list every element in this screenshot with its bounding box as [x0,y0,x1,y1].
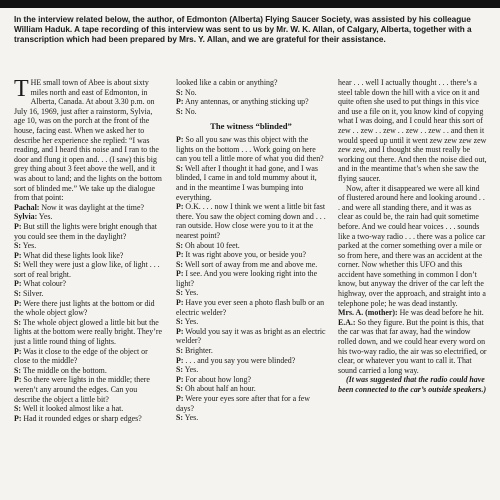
dialogue-text: Yes. [37,212,53,222]
dialogue-line [176,394,326,413]
speaker-label: S: [176,346,184,356]
speaker-label: P: [176,394,184,403]
dialogue-line [176,365,326,375]
dialogue-line [338,308,488,318]
dialogue-line [14,260,164,279]
dialogue-line [176,413,326,423]
speaker-label: P: [14,375,22,385]
dialogue-line [14,318,164,347]
speaker-label: Pachal: [14,202,40,212]
dialogue-line [338,318,488,376]
dialogue-text: What colour? [21,279,67,289]
dialogue-line [176,327,326,346]
dialogue-text: Have you ever seen a photo flash bulb or an electric welder? [176,298,325,317]
dialogue-list-1 [14,203,164,424]
dialogue-text: For about how long? [183,374,251,384]
dialogue-text: Well it looked almost like a hat. [21,404,124,414]
dialogue-line [176,298,326,317]
speaker-label: S: [176,288,184,298]
dialogue-line [176,107,326,117]
speaker-label: S: [14,289,22,299]
dialogue-line [176,269,326,288]
dialogue-line [14,404,164,414]
speaker-label: P: [176,355,184,365]
dialogue-text: Were there just lights at the bottom or did the whole object glow? [14,298,155,318]
dialogue-text: He was dead before he hit. [397,308,484,318]
dialogue-line [14,375,164,404]
speaker-label: P: [14,250,22,260]
speaker-label: P: [14,279,22,289]
dialogue-text: Silver. [21,289,44,299]
dialogue-text: Now it was daylight at the time? [39,202,144,212]
dialogue-line [176,288,326,298]
dialogue-text: Yes. [183,317,199,327]
section-subheading: The witness “blinded” [210,121,292,132]
speaker-label: P: [176,298,184,308]
dialogue-line [176,164,326,202]
dialogue-text: Oh about half an hour. [183,384,256,394]
dialogue-line [176,384,326,394]
dialogue-line [176,250,326,260]
speaker-label: P: [14,346,22,356]
dialogue-line [176,317,326,327]
speaker-label: P: [176,326,184,336]
dialogue-line [14,414,164,424]
dialogue-line [176,260,326,270]
dialogue-line [14,347,164,366]
dialogue-text: Oh about 10 feet. [183,240,240,250]
column-3 [338,78,488,500]
drop-cap: T [14,78,29,102]
dialogue-text: The whole object glowed a little bit but the lights at the bottom were really bright. They’re just a little round thing of lights. [14,317,162,347]
speaker-label: S: [176,384,184,394]
dialogue-line [176,88,326,98]
dialogue-text: Were your eyes sore after that for a few days? [176,394,310,413]
speaker-label: P: [176,97,184,107]
editor-note: (It was suggested that the radio could have been connected to the car’s outside speakers.) [338,375,487,394]
dialogue-line [14,279,164,289]
dialogue-line [14,212,164,222]
opening-text: HE small town of Abee is about sixty miles north and east of Edmonton, in Alberta, Canada. At about 3.30 p.m. on July 16, 1969, just after a rainstorm, Sylvia, age 10, was on the porch at the front of the house, facing east. When we asked her to describe her experience she replied: “I was reading, and I heard this noise and I ran to the door and flung it open and. . . (I saw) this big grey thing about 3 feet above the well, and it was about to land; and the lights on the bottom sort of blinded me.” We take up the dialogue from that point: [14,78,162,203]
article-columns [14,78,490,500]
dialogue-text: Well they were just a glow like, of light . . . sort of real bright. [14,260,160,279]
dialogue-text: O.K. . . . now I think we went a little bit fast there. You saw the object coming down and . . . ran outside. How close were you to it at the nearest point? [176,202,326,240]
speaker-label: S: [176,163,184,173]
dialogue-text: Yes. [183,365,199,375]
dialogue-text: So all you saw was this object with the lights on the bottom . . . Work going on here can you tell a little more of what you did then? [176,134,324,164]
dialogue-text: Yes. [183,413,199,423]
dialogue-text: Any antennas, or anything sticking up? [183,97,309,107]
speaker-label: S: [176,106,184,116]
dialogue-text: Well after I thought it had gone, and I was blinded, I came in and told mummy about it, and in the meantime I was bumping into everything. [176,163,318,202]
dialogue-text: Well sort of away from me and above me. [183,259,318,269]
speaker-label: Sylvia: [14,212,38,222]
dialogue-line [176,375,326,385]
dialogue-text: Brighter. [183,346,213,356]
narrative-paragraph: Now, after it disappeared we were all kind of flustered around here and looking around . . . and were all standing there, and it was as clear as could be, the rain had quit sometime before. And we could hear voices . . . sounds like a two-way radio . . . there was a police car parked at the corner something over a mile or so from here, and there was an accident at the corner. Now whether this UFO and this accident have something in common I don’t know, but anyway the driver of the car left the highway, over the approach, and straight into a telephone pole; he was dead instantly. [338,183,486,308]
speaker-label: S: [176,317,184,327]
dialogue-text: So there were lights in the middle; there weren’t any around the edges. Can you describe the object a little bit? [14,375,150,404]
dialogue-text: No. [183,87,197,97]
dialogue-text: Was it close to the edge of the object or close to the middle? [14,346,148,366]
dialogue-line [14,251,164,261]
speaker-label: S: [14,404,22,414]
column-1 [14,78,164,500]
speaker-label: S: [176,259,184,269]
speaker-label: S: [176,365,184,375]
dialogue-line [176,356,326,366]
speaker-label: S: [14,241,22,251]
speaker-label: P: [176,374,184,384]
speaker-label: P: [176,250,184,260]
dialogue-line [14,203,164,213]
dialogue-text: The middle on the bottom. [21,365,107,375]
dialogue-list-2b [176,135,326,423]
speaker-label: P: [176,134,184,144]
speaker-label: S: [14,317,22,327]
dialogue-text: Yes. [21,241,37,251]
speaker-label: P: [14,413,22,423]
top-rule [0,0,500,8]
dialogue-text: But still the lights were bright enough that you could see them in the daylight? [14,221,157,241]
dialogue-text: Would you say it was as bright as an electric welder? [176,326,326,346]
continuation-text: looked like a cabin or anything? [176,78,278,87]
speaker-label: S: [14,365,22,375]
speaker-label: P: [14,298,22,308]
dialogue-line [14,289,164,299]
dialogue-line [14,299,164,318]
dialogue-line [176,97,326,107]
speaker-label: S: [176,87,184,97]
column-2 [176,78,326,500]
opening-paragraph [14,78,164,203]
dialogue-line [14,366,164,376]
dialogue-list-2a [176,88,326,117]
speaker-label: P: [176,202,184,212]
dialogue-line [14,241,164,251]
dialogue-list-3 [338,308,488,375]
dialogue-text: . . . and you say you were blinded? [183,355,296,365]
dialogue-line [176,202,326,240]
dialogue-text: Yes. [183,288,199,298]
speaker-label: P: [176,269,184,279]
speaker-label: S: [14,260,22,270]
dialogue-line [176,241,326,251]
speaker-label: S: [176,240,184,250]
dialogue-text: It was right above you, or beside you? [183,250,306,260]
speaker-label: P: [14,221,22,231]
dialogue-text: Had it rounded edges or sharp edges? [21,413,142,423]
dialogue-text: No. [183,106,197,116]
speaker-label: E.A.: [338,317,356,327]
speaker-label: S: [176,413,184,423]
dialogue-line [176,135,326,164]
dialogue-line [14,222,164,241]
speaker-label: Mrs. A. (mother): [338,308,398,318]
intro-paragraph: In the interview related below, the author, of Edmonton (Alberta) Flying Saucer Society, was assisted by his colleague William Haduk. A tape recording of this interview was sent to us by Mr. W. K. Allan, of Calgary, Alberta, together with a transcription which had been prepared by Mrs. Y. Allan, and we are grateful for their assistance. [14,15,472,45]
dialogue-text: I see. And you were looking right into the light? [176,269,318,288]
continuation-text: hear . . . well I actually thought . . . there’s a steel table down the hill with a vice on it and quite often she used to put things in this vice and use a file on it, you know kind of copying what I was doing, and I could hear this sort of zew . . zew . . zew . . zew . . zew . . and then it would speed up until it went zew zew zew zew zew zew, and I thought she must really be working out there. And then the noise died out, and in the meantime that’s when she saw the flying saucer. [338,78,487,183]
dialogue-line [176,346,326,356]
dialogue-text: So they figure. But the point is this, that the car was that far away, had the window rolled down, and we could hear every word on his two-way radio, the air was so electrified, or clear, or whatever you want to call it. That sound carried a long way. [338,317,487,375]
dialogue-text: What did these lights look like? [21,250,124,260]
